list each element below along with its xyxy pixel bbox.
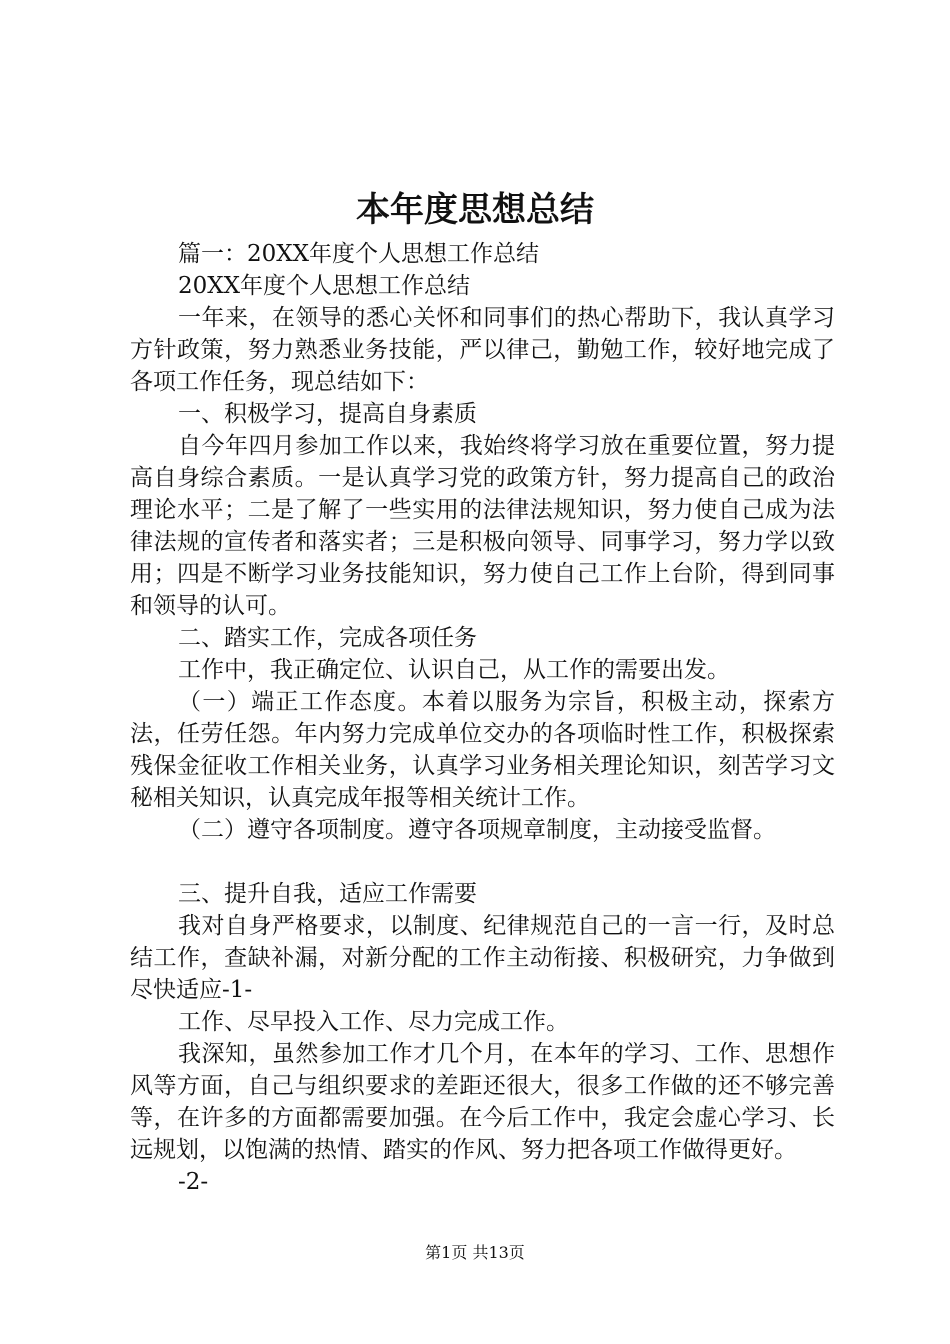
paragraph-11: 我对自身严格要求，以制度、纪律规范自己的一言一行，及时总结工作，查缺补漏，对新分配的工作主动衔接、积极研究，力争做到尽快适应-1- [130, 913, 835, 1003]
paragraph-13: 我深知，虽然参加工作才几个月，在本年的学习、工作、思想作风等方面，自己与组织要求的差距还很大，很多工作做的还不够完善等，在许多的方面都需要加强。在今后工作中，我定会虚心学习、长远规划，以饱满的热情、踏实的作风、努力把各项工作做得更好。 [130, 1041, 835, 1163]
paragraph-5: 自今年四月参加工作以来，我始终将学习放在重要位置，努力提高自身综合素质。一是认真学习党的政策方针，努力提高自己的政治理论水平；二是了解了一些实用的法律法规知识，努力使自己成为法律法规的宣传者和落实者；三是积极向领导、同事学习，努力学以致用；四是不断学习业务技能知识，努力使自己工作上台阶，得到同事和领导的认可。 [130, 433, 835, 619]
paragraph-1: 篇一：20XX年度个人思想工作总结 [178, 241, 540, 267]
heading-section-3: 三、提升自我，适应工作需要 [178, 881, 477, 907]
paragraph-2: 20XX年度个人思想工作总结 [178, 273, 471, 299]
page-footer: 第1页 共13页 [425, 1243, 525, 1262]
paragraph-7: 工作中，我正确定位、认识自己，从工作的需要出发。 [178, 657, 730, 683]
document-body [130, 238, 835, 1198]
document-title: 本年度思想总结 [356, 190, 594, 230]
heading-section-1: 一、积极学习，提高自身素质 [178, 401, 477, 427]
paragraph-9: （二）遵守各项制度。遵守各项规章制度，主动接受监督。 [178, 817, 776, 843]
paragraph-8: （一）端正工作态度。本着以服务为宗旨，积极主动，探索方法，任劳任怨。年内努力完成单位交办的各项临时性工作，积极探索残保金征收工作相关业务，认真学习业务相关理论知识，刻苦学习文秘相关知识，认真完成年报等相关统计工作。 [130, 689, 835, 811]
paragraph-12: 工作、尽早投入工作、尽力完成工作。 [178, 1009, 569, 1035]
heading-section-2: 二、踏实工作，完成各项任务 [178, 625, 477, 651]
page-marker: -2- [178, 1169, 209, 1195]
paragraph-3: 一年来，在领导的悉心关怀和同事们的热心帮助下，我认真学习方针政策，努力熟悉业务技能，严以律己，勤勉工作，较好地完成了各项工作任务，现总结如下： [130, 305, 835, 395]
